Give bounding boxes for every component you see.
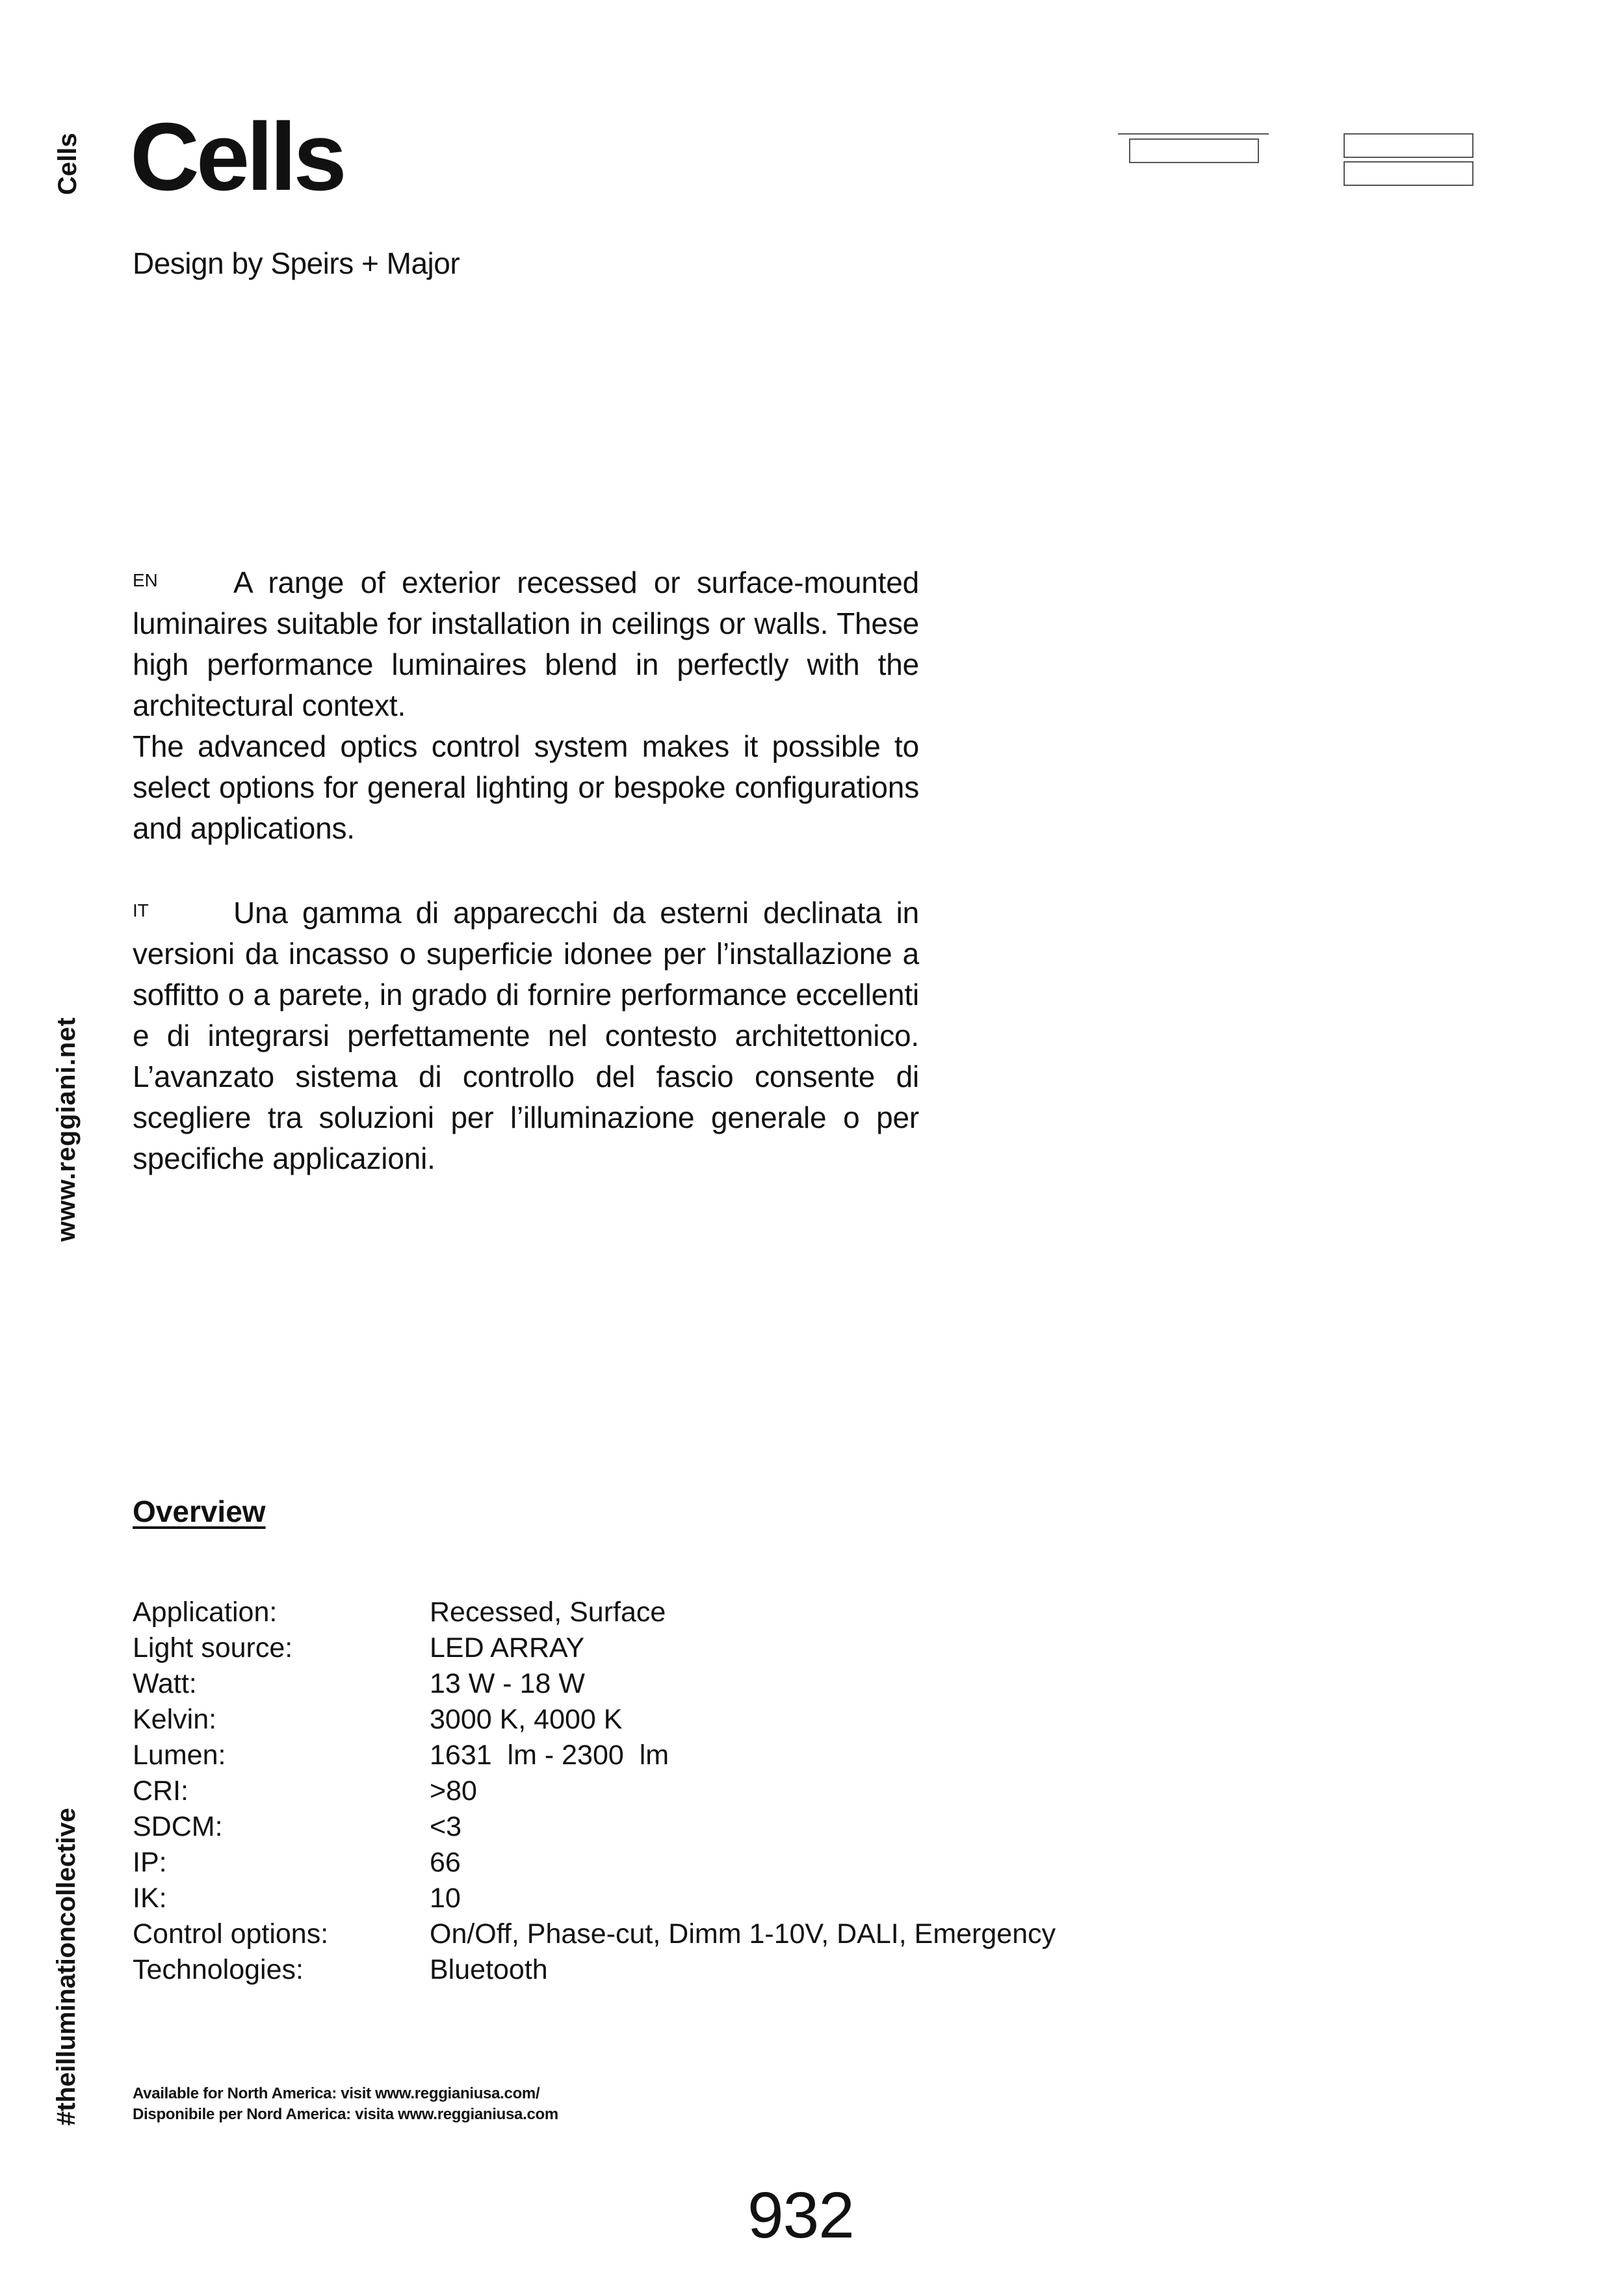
side-hashtag: #theilluminationcollective bbox=[52, 1807, 81, 2126]
spec-row bbox=[133, 1916, 1056, 1952]
spec-value: 3000 K, 4000 K bbox=[430, 1704, 623, 1735]
lang-tag-it: IT bbox=[133, 900, 149, 920]
description-it-text: Una gamma di apparecchi da esterni declinata in versioni da incasso o superficie idonee per l’installazione a soffitto o a parete, in grado di fornire performance eccellenti e di integrarsi perfettamente nel contesto architettonico. L’avanzato sistema di controllo del fascio consente di scegliere tra soluzioni per l’illuminazione generale o per specifiche applicazioni. bbox=[133, 896, 919, 1175]
overview-heading: Overview bbox=[133, 1494, 266, 1528]
spec-row bbox=[133, 1738, 1056, 1773]
spec-label: Control options: bbox=[133, 1918, 329, 1950]
spec-label: Lumen: bbox=[133, 1740, 226, 1771]
spec-label: Technologies: bbox=[133, 1954, 304, 1985]
spec-label: SDCM: bbox=[133, 1811, 223, 1842]
spec-row bbox=[133, 1702, 1056, 1738]
spec-value: Recessed, Surface bbox=[430, 1597, 666, 1628]
spec-row bbox=[133, 1630, 1056, 1666]
spec-value: Bluetooth bbox=[430, 1954, 548, 1985]
spec-label: Application: bbox=[133, 1597, 278, 1628]
spec-value: <3 bbox=[430, 1811, 462, 1842]
spec-value: On/Off, Phase-cut, Dimm 1-10V, DALI, Emergency bbox=[430, 1918, 1056, 1950]
spec-row bbox=[133, 1773, 1056, 1809]
lang-tag-en: EN bbox=[133, 570, 158, 590]
spec-row bbox=[133, 1595, 1056, 1630]
spec-value: 13 W - 18 W bbox=[430, 1668, 585, 1699]
side-website: www.reggiani.net bbox=[52, 1017, 81, 1242]
spec-row bbox=[133, 1809, 1056, 1845]
spec-value: >80 bbox=[430, 1775, 477, 1807]
availability-it: Disponibile per Nord America: visita www.reggianiusa.com bbox=[133, 2106, 558, 2123]
description-en-text-2: The advanced optics control system makes it possible to select options for general lighting or bespoke configurations and applications. bbox=[133, 729, 919, 845]
designer-credit: Design by Speirs + Major bbox=[133, 246, 460, 280]
spec-label: Kelvin: bbox=[133, 1704, 217, 1735]
spec-value: LED ARRAY bbox=[430, 1632, 585, 1663]
spec-label: IK: bbox=[133, 1883, 167, 1914]
spec-value: 10 bbox=[430, 1883, 461, 1914]
spec-label: IP: bbox=[133, 1847, 167, 1878]
spec-label: Watt: bbox=[133, 1668, 197, 1699]
side-section-label: Cells bbox=[53, 133, 82, 195]
spec-row bbox=[133, 1666, 1056, 1702]
spec-label: Light source: bbox=[133, 1632, 293, 1663]
spec-value: 66 bbox=[430, 1847, 461, 1878]
availability-en: Available for North America: visit www.reggianiusa.com/ bbox=[133, 2085, 540, 2102]
description-en-text: A range of exterior recessed or surface-mounted luminaires suitable for installation in ceilings or walls. These high performance luminaires blend in perfectly with the architectural context. bbox=[133, 566, 919, 722]
description-it bbox=[133, 893, 919, 1179]
page-number: 932 bbox=[747, 2179, 854, 2252]
description-en bbox=[133, 562, 919, 849]
page-title: Cells bbox=[130, 103, 344, 211]
spec-value: 1631 lm - 2300 lm bbox=[430, 1740, 669, 1771]
availability-note bbox=[133, 2083, 558, 2125]
spec-table bbox=[133, 1595, 1056, 1988]
spec-row bbox=[133, 1881, 1056, 1916]
spec-row bbox=[133, 1845, 1056, 1881]
spec-label: CRI: bbox=[133, 1775, 188, 1807]
spec-row bbox=[133, 1952, 1056, 1988]
